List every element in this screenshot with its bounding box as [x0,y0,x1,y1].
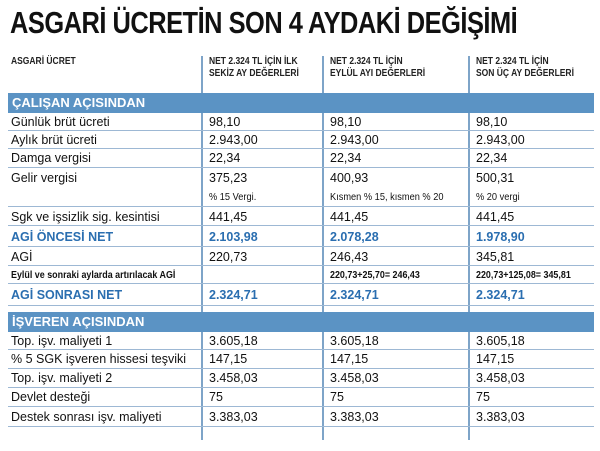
table-row [8,350,594,369]
table-row [8,332,594,350]
table-row [8,168,594,207]
table-row [8,369,594,388]
row-label: AGİ [11,250,33,264]
header-son-uc-ay-line1: NET 2.324 TL İÇİN [476,56,549,67]
value-ilk-sekiz-ay: 147,15 [209,352,248,366]
value-eylul: 246,43 [330,250,369,264]
value-ilk-sekiz-ay: 75 [209,390,223,404]
value-son-uc-ay: 3.605,18 [476,334,525,348]
value-eylul: 2.324,71 [330,288,379,302]
page-title: ASGARİ ÜCRETİN SON 4 AYDAKİ DEĞİŞİMİ [10,5,518,40]
value-eylul: 2.943,00 [330,133,379,147]
row-label: Gelir vergisi [11,171,77,185]
row-label: Sgk ve işsizlik sig. kesintisi [11,210,160,224]
table-row [8,207,594,226]
value-son-uc-ay: 345,81 [476,250,515,264]
row-label: % 5 SGK işveren hissesi teşviki [11,352,187,366]
value-eylul: 75 [330,390,344,404]
header-son-uc-ay [476,56,574,80]
value-son-uc-ay: 500,31 [476,171,515,185]
header-asgari-ucret: ASGARİ ÜCRET [11,56,76,67]
value-eylul: 400,93 [330,171,369,185]
header-eylul [330,56,425,80]
tax-note-son-uc-ay: % 20 vergi [476,191,520,203]
table-row [8,149,594,168]
value-eylul: 3.605,18 [330,334,379,348]
table-row [8,113,594,131]
header-ilk-sekiz-ay-line2: SEKİZ AY DEĞERLERİ [209,68,299,79]
value-son-uc-ay: 1.978,90 [476,230,525,244]
value-son-uc-ay: 441,45 [476,210,515,224]
value-eylul: 441,45 [330,210,369,224]
value-son-uc-ay: 75 [476,390,490,404]
value-eylul: 2.078,28 [330,230,379,244]
header-son-uc-ay-line2: SON ÜÇ AY DEĞERLERİ [476,68,574,79]
header-ilk-sekiz-ay-line1: NET 2.324 TL İÇİN İLK [209,56,298,67]
value-ilk-sekiz-ay: 3.383,03 [209,410,258,424]
value-son-uc-ay: 220,73+125,08= 345,81 [476,269,571,281]
row-label: Eylül ve sonraki aylarda artırılacak AGİ [11,269,176,281]
value-ilk-sekiz-ay: 375,23 [209,171,248,185]
value-ilk-sekiz-ay: 3.605,18 [209,334,258,348]
value-son-uc-ay: 2.324,71 [476,288,525,302]
tax-note-eylul: Kısmen % 15, kısmen % 20 [330,191,444,203]
table-row [8,266,594,284]
value-son-uc-ay: 98,10 [476,115,508,129]
value-eylul: 3.458,03 [330,371,379,385]
row-label: Devlet desteği [11,390,91,404]
value-son-uc-ay: 2.943,00 [476,133,525,147]
row-label: AGİ SONRASI NET [11,288,123,302]
value-ilk-sekiz-ay: 220,73 [209,250,248,264]
row-label: AGİ ÖNCESİ NET [11,230,114,244]
value-ilk-sekiz-ay: 3.458,03 [209,371,258,385]
tax-note-ilk-sekiz-ay: % 15 Vergi. [209,191,257,203]
value-eylul: 22,34 [330,151,362,165]
row-label: Destek sonrası işv. maliyeti [11,410,162,424]
value-eylul: 98,10 [330,115,362,129]
value-eylul: 147,15 [330,352,369,366]
table-row-highlight [8,226,594,247]
table-row-highlight [8,284,594,306]
value-ilk-sekiz-ay: 441,45 [209,210,248,224]
value-ilk-sekiz-ay: 98,10 [209,115,241,129]
row-label: Aylık brüt ücreti [11,133,97,147]
table-row [8,388,594,407]
value-ilk-sekiz-ay: 22,34 [209,151,241,165]
value-ilk-sekiz-ay: 2.324,71 [209,288,258,302]
header-eylul-line2: EYLÜL AYI DEĞERLERİ [330,68,426,79]
table-row [8,407,594,427]
header-eylul-line1: NET 2.324 TL İÇİN [330,56,403,67]
value-eylul: 3.383,03 [330,410,379,424]
table-row [8,247,594,266]
section-isveren: İŞVEREN AÇISINDAN [8,312,594,332]
value-ilk-sekiz-ay: 2.943,00 [209,133,258,147]
value-son-uc-ay: 3.383,03 [476,410,525,424]
row-label: Top. işv. maliyeti 2 [11,371,113,385]
value-ilk-sekiz-ay: 2.103,98 [209,230,258,244]
section-calisan: ÇALIŞAN AÇISINDAN [8,93,594,113]
row-label: Damga vergisi [11,151,91,165]
row-label: Günlük brüt ücreti [11,115,110,129]
value-son-uc-ay: 147,15 [476,352,515,366]
value-son-uc-ay: 3.458,03 [476,371,525,385]
row-label: Top. işv. maliyeti 1 [11,334,113,348]
value-eylul: 220,73+25,70= 246,43 [330,269,420,281]
table-row [8,131,594,149]
header-ilk-sekiz-ay [209,56,299,80]
value-son-uc-ay: 22,34 [476,151,508,165]
